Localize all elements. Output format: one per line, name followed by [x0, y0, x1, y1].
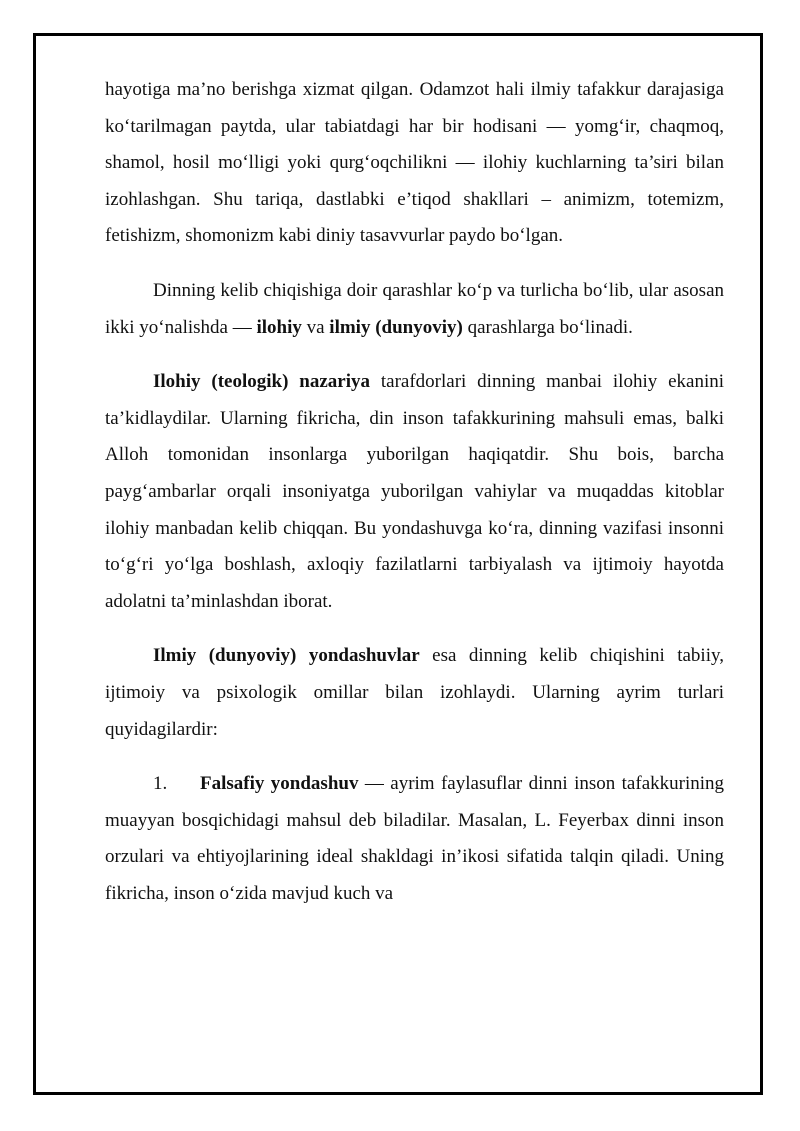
document-body: [105, 72, 724, 930]
paragraph-4: [105, 638, 724, 748]
paragraph-1-text: hayotiga ma’no berishga xizmat qilgan. Odamzot hali ilmiy tafakkur darajasiga ko‘tarilmagan paytda, ular tabiatdagi har bir hodisani — yomg‘ir, chaqmoq, shamol, hosil mo‘lligi yoki qurg‘oqchilikni — ilohiy kuchlarning ta’siri bilan izohlashgan. Shu tariqa, dastlabki e’tiqod shakllari – animizm, totemizm, fetishizm, shomonizm kabi diniy tasavvurlar paydo bo‘lgan.: [105, 79, 724, 247]
list-item-1-bold-term: Falsafiy yondashuv: [200, 773, 359, 795]
paragraph-2-bold-ilohiy: ilohiy: [256, 316, 302, 338]
list-item-1-number: 1.: [153, 773, 168, 795]
paragraph-3-bold-term: Ilohiy (teologik) nazariya: [153, 371, 370, 393]
paragraph-3-text: tarafdorlari dinning manbai ilohiy ekanini ta’kidlaydilar. Ularning fikricha, din inson tafakkurining mahsuli emas, balki Alloh tomonidan insonlarga yuborilgan haqiqatdir. Shu bois, barcha payg‘ambarlar orqali insoniyatga yuborilgan vahiylar va muqaddas kitoblar ilohiy manbadan kelib chiqqan. Bu yondashuvga ko‘ra, dinning vazifasi insonni to‘g‘ri yo‘lga boshlash, axloqiy fazilatlarni tarbiyalash va ijtimoiy hayotda adolatni ta’minlashdan iborat.: [105, 371, 725, 612]
list-item-1: [105, 766, 724, 912]
paragraph-2-bold-ilmiy: ilmiy (dunyoviy): [329, 316, 463, 338]
paragraph-3: [105, 364, 724, 620]
paragraph-4-bold-term: Ilmiy (dunyoviy) yondashuvlar: [153, 645, 420, 667]
paragraph-1: [105, 72, 724, 255]
paragraph-4-text: esa dinning kelib chiqishini tabiiy, ijtimoiy va psixologik omillar bilan izohlaydi. Ularning ayrim turlari quyidagilardir:: [105, 645, 724, 740]
paragraph-2-text-c: qarashlarga bo‘linadi.: [467, 316, 633, 338]
paragraph-2-text-mid: va: [306, 316, 325, 338]
list-item-1-text: — ayrim faylasuflar dinni inson tafakkurining muayyan bosqichidagi mahsul deb biladilar. Masalan, L. Feyerbax dinni inson orzulari va ehtiyojlarining ideal shakldagi in’ikosi sifatida talqin qiladi. Uning fikricha, inson o‘zida mavjud kuch va: [105, 773, 725, 904]
paragraph-2-text-a: Dinning kelib chiqishiga doir qarashlar ko‘p va turlicha bo‘lib, ular asosan ikki yo‘nalishda —: [105, 279, 724, 338]
paragraph-2: [105, 273, 724, 346]
